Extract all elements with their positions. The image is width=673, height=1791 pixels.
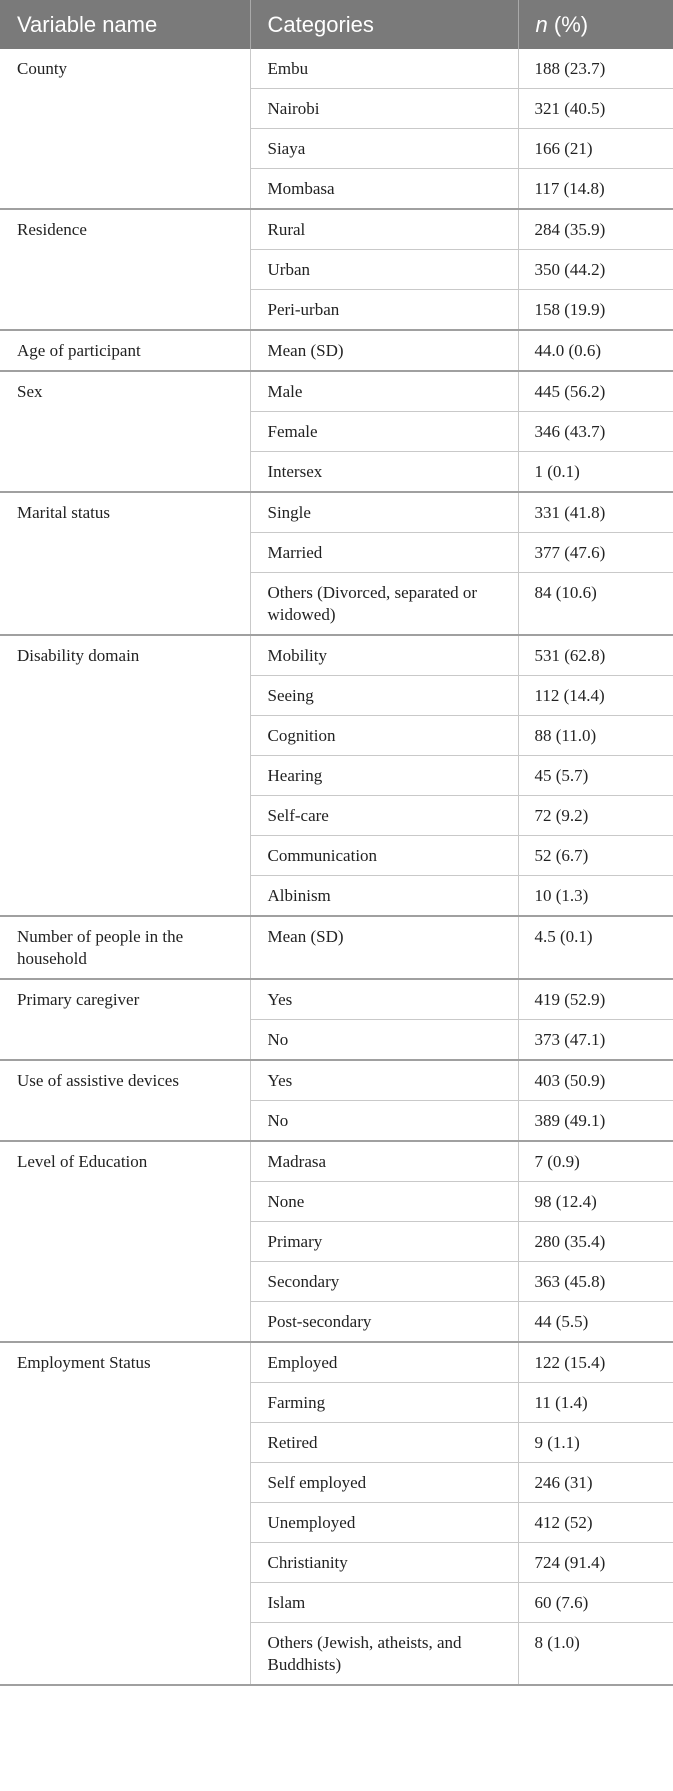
count-percent-cell: 9 (1.1) bbox=[518, 1423, 673, 1463]
count-percent-cell: 166 (21) bbox=[518, 129, 673, 169]
header-n-italic: n bbox=[535, 11, 548, 37]
header-row bbox=[0, 0, 673, 49]
table-row bbox=[0, 330, 673, 371]
category-cell: Self-care bbox=[250, 796, 518, 836]
count-percent-cell: 389 (49.1) bbox=[518, 1101, 673, 1142]
table-row bbox=[0, 371, 673, 412]
variable-name-cell: Use of assistive devices bbox=[0, 1060, 250, 1141]
category-cell: Post-secondary bbox=[250, 1302, 518, 1343]
category-cell: Yes bbox=[250, 979, 518, 1020]
category-cell: Hearing bbox=[250, 756, 518, 796]
count-percent-cell: 1 (0.1) bbox=[518, 452, 673, 493]
category-cell: Islam bbox=[250, 1583, 518, 1623]
category-cell: Others (Jewish, atheists, and Buddhists) bbox=[250, 1623, 518, 1686]
variable-name-cell: Sex bbox=[0, 371, 250, 492]
count-percent-cell: 88 (11.0) bbox=[518, 716, 673, 756]
category-cell: Mobility bbox=[250, 635, 518, 676]
count-percent-cell: 419 (52.9) bbox=[518, 979, 673, 1020]
category-cell: Single bbox=[250, 492, 518, 533]
variable-name-cell: Employment Status bbox=[0, 1342, 250, 1685]
count-percent-cell: 45 (5.7) bbox=[518, 756, 673, 796]
table-row bbox=[0, 209, 673, 250]
count-percent-cell: 531 (62.8) bbox=[518, 635, 673, 676]
category-cell: Self employed bbox=[250, 1463, 518, 1503]
category-cell: Employed bbox=[250, 1342, 518, 1383]
category-cell: Embu bbox=[250, 49, 518, 89]
category-cell: No bbox=[250, 1101, 518, 1142]
header-variable-name: Variable name bbox=[0, 0, 250, 49]
category-cell: Nairobi bbox=[250, 89, 518, 129]
category-cell: Peri-urban bbox=[250, 290, 518, 331]
count-percent-cell: 98 (12.4) bbox=[518, 1182, 673, 1222]
count-percent-cell: 84 (10.6) bbox=[518, 573, 673, 636]
category-cell: Others (Divorced, separated or widowed) bbox=[250, 573, 518, 636]
table-body bbox=[0, 49, 673, 1685]
table-header bbox=[0, 0, 673, 49]
count-percent-cell: 403 (50.9) bbox=[518, 1060, 673, 1101]
count-percent-cell: 373 (47.1) bbox=[518, 1020, 673, 1061]
table-row bbox=[0, 1342, 673, 1383]
count-percent-cell: 60 (7.6) bbox=[518, 1583, 673, 1623]
count-percent-cell: 321 (40.5) bbox=[518, 89, 673, 129]
category-cell: None bbox=[250, 1182, 518, 1222]
category-cell: Female bbox=[250, 412, 518, 452]
variable-name-cell: Marital status bbox=[0, 492, 250, 635]
header-n-percent bbox=[518, 0, 673, 49]
count-percent-cell: 72 (9.2) bbox=[518, 796, 673, 836]
count-percent-cell: 10 (1.3) bbox=[518, 876, 673, 917]
variable-name-cell: Number of people in the household bbox=[0, 916, 250, 979]
table-row bbox=[0, 49, 673, 89]
count-percent-cell: 44.0 (0.6) bbox=[518, 330, 673, 371]
category-cell: Farming bbox=[250, 1383, 518, 1423]
variable-name-cell: Disability domain bbox=[0, 635, 250, 916]
category-cell: Albinism bbox=[250, 876, 518, 917]
count-percent-cell: 44 (5.5) bbox=[518, 1302, 673, 1343]
category-cell: Male bbox=[250, 371, 518, 412]
category-cell: Urban bbox=[250, 250, 518, 290]
count-percent-cell: 346 (43.7) bbox=[518, 412, 673, 452]
variable-name-cell: Primary caregiver bbox=[0, 979, 250, 1060]
table-row bbox=[0, 492, 673, 533]
count-percent-cell: 8 (1.0) bbox=[518, 1623, 673, 1686]
table-row bbox=[0, 1141, 673, 1182]
category-cell: Unemployed bbox=[250, 1503, 518, 1543]
category-cell: Siaya bbox=[250, 129, 518, 169]
table-row bbox=[0, 916, 673, 979]
count-percent-cell: 112 (14.4) bbox=[518, 676, 673, 716]
count-percent-cell: 724 (91.4) bbox=[518, 1543, 673, 1583]
category-cell: Rural bbox=[250, 209, 518, 250]
category-cell: Mean (SD) bbox=[250, 330, 518, 371]
header-categories: Categories bbox=[250, 0, 518, 49]
category-cell: Mean (SD) bbox=[250, 916, 518, 979]
count-percent-cell: 350 (44.2) bbox=[518, 250, 673, 290]
table-row bbox=[0, 1060, 673, 1101]
header-n-rest: (%) bbox=[547, 11, 589, 37]
count-percent-cell: 377 (47.6) bbox=[518, 533, 673, 573]
count-percent-cell: 284 (35.9) bbox=[518, 209, 673, 250]
category-cell: Christianity bbox=[250, 1543, 518, 1583]
count-percent-cell: 445 (56.2) bbox=[518, 371, 673, 412]
category-cell: Intersex bbox=[250, 452, 518, 493]
count-percent-cell: 7 (0.9) bbox=[518, 1141, 673, 1182]
count-percent-cell: 117 (14.8) bbox=[518, 169, 673, 210]
category-cell: Mombasa bbox=[250, 169, 518, 210]
count-percent-cell: 280 (35.4) bbox=[518, 1222, 673, 1262]
category-cell: Seeing bbox=[250, 676, 518, 716]
category-cell: Yes bbox=[250, 1060, 518, 1101]
table-row bbox=[0, 979, 673, 1020]
category-cell: Retired bbox=[250, 1423, 518, 1463]
variable-name-cell: Residence bbox=[0, 209, 250, 330]
count-percent-cell: 246 (31) bbox=[518, 1463, 673, 1503]
category-cell: Communication bbox=[250, 836, 518, 876]
count-percent-cell: 363 (45.8) bbox=[518, 1262, 673, 1302]
category-cell: Cognition bbox=[250, 716, 518, 756]
category-cell: Madrasa bbox=[250, 1141, 518, 1182]
table-row bbox=[0, 635, 673, 676]
category-cell: No bbox=[250, 1020, 518, 1061]
variable-name-cell: Level of Education bbox=[0, 1141, 250, 1342]
count-percent-cell: 122 (15.4) bbox=[518, 1342, 673, 1383]
count-percent-cell: 4.5 (0.1) bbox=[518, 916, 673, 979]
category-cell: Married bbox=[250, 533, 518, 573]
count-percent-cell: 331 (41.8) bbox=[518, 492, 673, 533]
category-cell: Secondary bbox=[250, 1262, 518, 1302]
count-percent-cell: 158 (19.9) bbox=[518, 290, 673, 331]
variable-name-cell: Age of participant bbox=[0, 330, 250, 371]
count-percent-cell: 11 (1.4) bbox=[518, 1383, 673, 1423]
category-cell: Primary bbox=[250, 1222, 518, 1262]
count-percent-cell: 188 (23.7) bbox=[518, 49, 673, 89]
count-percent-cell: 52 (6.7) bbox=[518, 836, 673, 876]
variable-name-cell: County bbox=[0, 49, 250, 209]
count-percent-cell: 412 (52) bbox=[518, 1503, 673, 1543]
